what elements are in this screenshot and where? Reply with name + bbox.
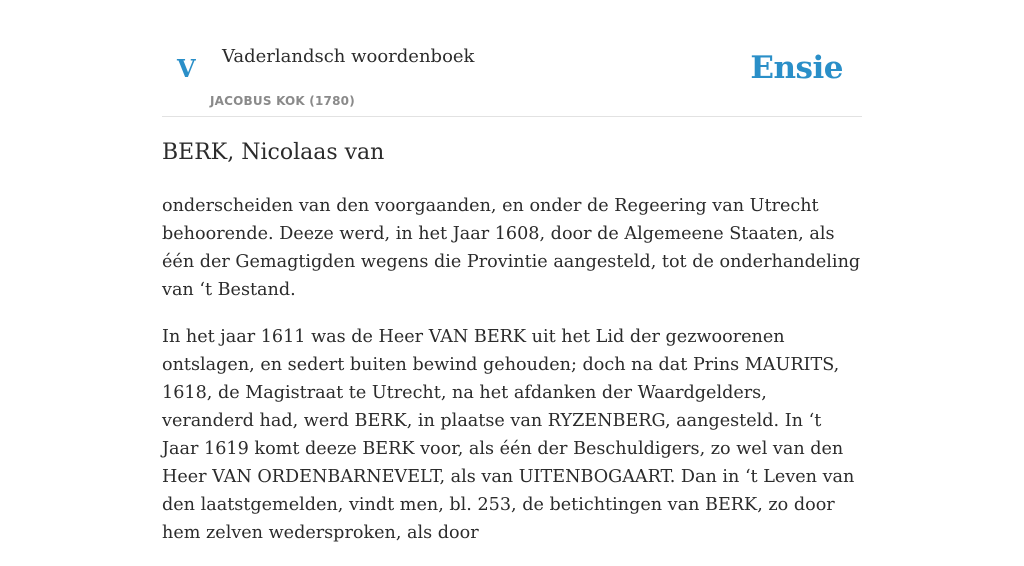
book-author: JACOBUS KOK (1780) bbox=[210, 94, 355, 108]
entry-title: BERK, Nicolaas van bbox=[162, 140, 385, 165]
brand-logo[interactable]: Ensie bbox=[750, 50, 843, 86]
entry-paragraph: In het jaar 1611 was de Heer VAN BERK uit het Lid der gezwoorenen ontslagen, en sedert buiten bewind gehouden; doch na dat Prins MAURITS, 1618, de Magistraat te Utrecht, na het afdanken der Waardgelders, veranderd had, werd BERK, in plaatse van RYZENBERG, aangesteld. In ‘t Jaar 1619 komt deeze BERK voor, als één der Beschuldigers, zo wel van den Heer VAN ORDENBARNEVELT, als van UITENBOGAART. Dan in ‘t Leven van den laatstgemelden, vindt men, bl. 253, de betichtingen van BERK, zo door hem zelven wedersproken, als door bbox=[162, 327, 855, 543]
site-header bbox=[162, 0, 862, 117]
entry-paragraph: onderscheiden van den voorgaanden, en onder de Regeering van Utrecht behoorende. Deeze werd, in het Jaar 1608, door de Algemeene Staaten, als één der Gemagtigden wegens die Provintie aangesteld, tot de onderhandeling van ‘t Bestand. bbox=[162, 196, 861, 300]
letter-index-link[interactable]: V bbox=[177, 54, 196, 83]
entry-body bbox=[162, 192, 862, 566]
book-title[interactable]: Vaderlandsch woordenboek bbox=[222, 46, 475, 67]
